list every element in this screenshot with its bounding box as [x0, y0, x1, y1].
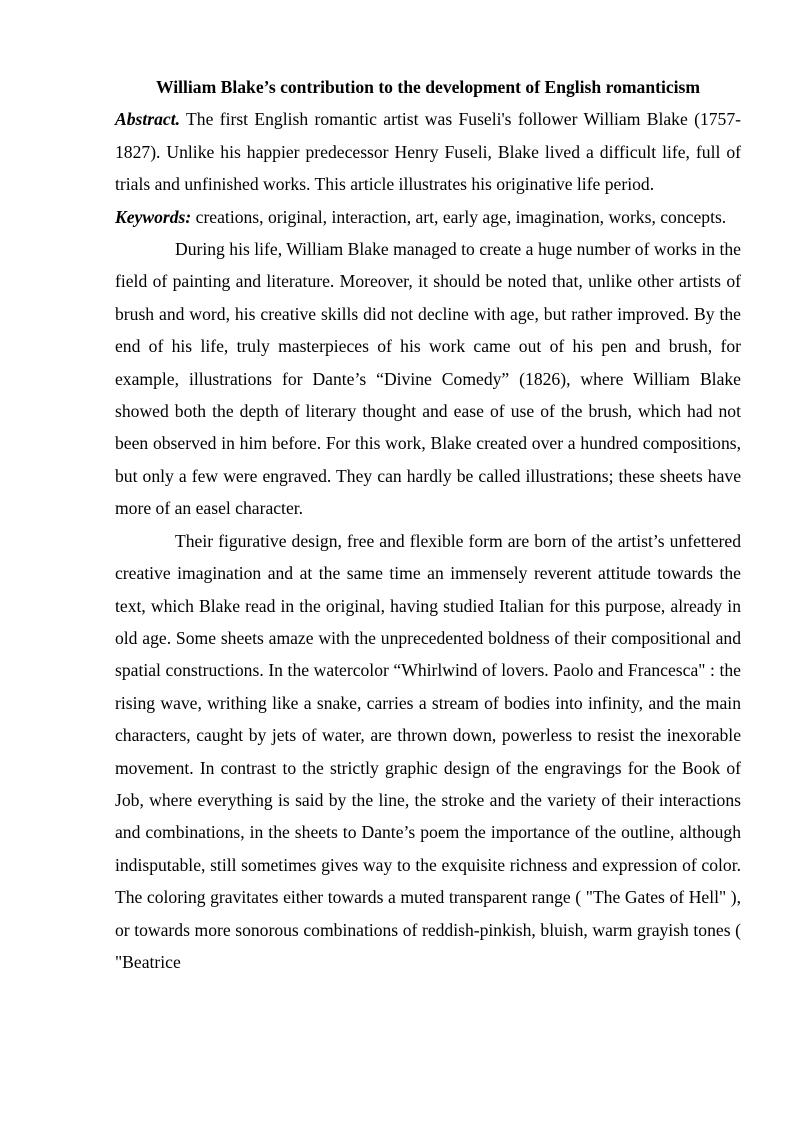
- document-title: William Blake’s contribution to the development of English romanticism: [155, 77, 701, 97]
- document-body: [115, 71, 741, 978]
- abstract-label: Abstract.: [115, 109, 181, 130]
- body-paragraph-1: During his life, William Blake managed to create a huge number of works in the field of painting and literature. Moreover, it should be noted that, unlike other artists of brush and word, his creative skills did not decline with age, but rather improved. By the end of his life, truly masterpieces of his work came out of his pen and brush, for example, illustrations for Dante’s “Divine Comedy” (1826), where William Blake showed both the depth of literary thought and ease of use of the brush, which had not been observed in him before. For this work, Blake created over a hundred compositions, but only a few were engraved. They can hardly be called illustrations; these sheets have more of an easel character.: [115, 239, 741, 519]
- keywords-text: creations, original, interaction, art, early age, imagination, works, concepts.: [195, 206, 727, 227]
- abstract-text: The first English romantic artist was Fuseli's follower William Blake (1757-1827). Unlike his happier predecessor Henry Fuseli, Blake lived a difficult life, full of trials and unfinished works. This article illustrates his originative life period.: [115, 109, 741, 195]
- keywords-label: Keywords:: [115, 206, 192, 227]
- abstract-paragraph: [115, 103, 741, 200]
- keywords-paragraph: [115, 201, 741, 233]
- body-paragraph-2: Their figurative design, free and flexible form are born of the artist’s unfettered creative imagination and at the same time an immensely reverent attitude towards the text, which Blake read in the original, having studied Italian for this purpose, already in old age. Some sheets amaze with the unprecedented boldness of their compositional and spatial constructions. In the watercolor “Whirlwind of lovers. Paolo and Francesca" : the rising wave, writhing like a snake, carries a stream of bodies into infinity, and the main characters, caught by jets of water, are thrown down, powerless to resist the inexorable movement. In contrast to the strictly graphic design of the engravings for the Book of Job, where everything is said by the line, the stroke and the variety of their interactions and combinations, in the sheets to Dante’s poem the importance of the outline, although indisputable, still sometimes gives way to the exquisite richness and expression of color. The coloring gravitates either towards a muted transparent range ( "The Gates of Hell" ), or towards more sonorous combinations of reddish-pinkish, bluish, warm grayish tones ( "Beatrice: [115, 530, 741, 972]
